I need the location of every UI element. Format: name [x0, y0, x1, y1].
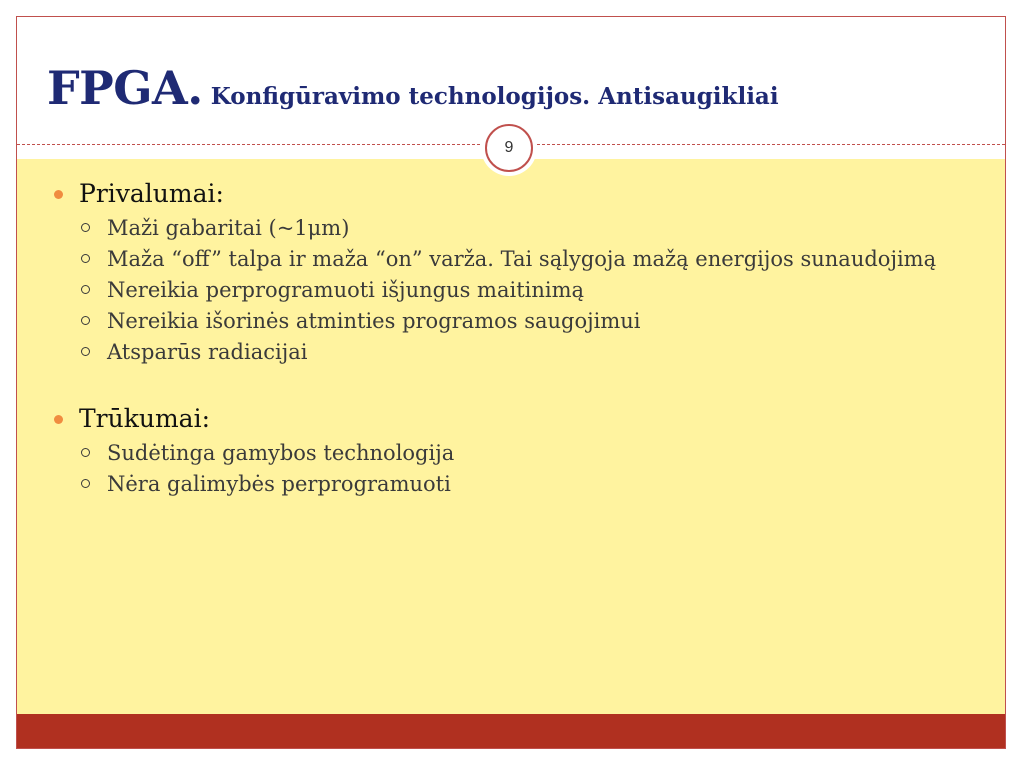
hollow-circle-bullet-icon: [81, 347, 90, 356]
hollow-circle-bullet-icon: [81, 254, 90, 263]
list-item-text: Nereikia perprogramuoti išjungus maitinimą: [107, 278, 585, 302]
page-number-badge: [481, 120, 537, 176]
hollow-circle-bullet-icon: [81, 448, 90, 457]
list-item: [51, 307, 971, 335]
hollow-circle-bullet-icon: [81, 316, 90, 325]
section-disadvantages: [51, 402, 971, 498]
list-item: [51, 338, 971, 366]
section-heading: [51, 402, 971, 436]
list-item-text: Atsparūs radiacijai: [107, 340, 308, 364]
section-heading: [51, 177, 971, 211]
slide-title: [47, 61, 779, 115]
section-heading-label: Privalumai:: [79, 179, 224, 208]
list-item: [51, 245, 971, 273]
list-item-text: Maži gabaritai (~1μm): [107, 216, 350, 240]
title-subtitle: Konfigūravimo technologijos. Antisaugikliai: [210, 83, 779, 110]
hollow-circle-bullet-icon: [81, 479, 90, 488]
page-number: 9: [504, 139, 514, 156]
hollow-circle-bullet-icon: [81, 223, 90, 232]
list-item-text: Maža “off” talpa ir maža “on” varža. Tai sąlygoja mažą energijos sunaudojimą: [107, 247, 937, 271]
filled-circle-bullet-icon: [54, 415, 63, 424]
slide: [16, 16, 1006, 749]
hollow-circle-bullet-icon: [81, 285, 90, 294]
list-item-text: Nėra galimybės perprogramuoti: [107, 472, 451, 496]
section-heading-label: Trūkumai:: [79, 404, 211, 433]
list-item: [51, 214, 971, 242]
section-advantages: [51, 177, 971, 366]
list-item-text: Nereikia išorinės atminties programos saugojimui: [107, 309, 641, 333]
list-item-text: Sudėtinga gamybos technologija: [107, 441, 455, 465]
list-item: [51, 439, 971, 467]
list-item: [51, 276, 971, 304]
title-main: FPGA.: [47, 61, 203, 115]
list-item: [51, 470, 971, 498]
slide-body: [51, 177, 971, 522]
page-number-circle-icon: [485, 124, 533, 172]
footer-bar: [17, 714, 1005, 748]
filled-circle-bullet-icon: [54, 190, 63, 199]
